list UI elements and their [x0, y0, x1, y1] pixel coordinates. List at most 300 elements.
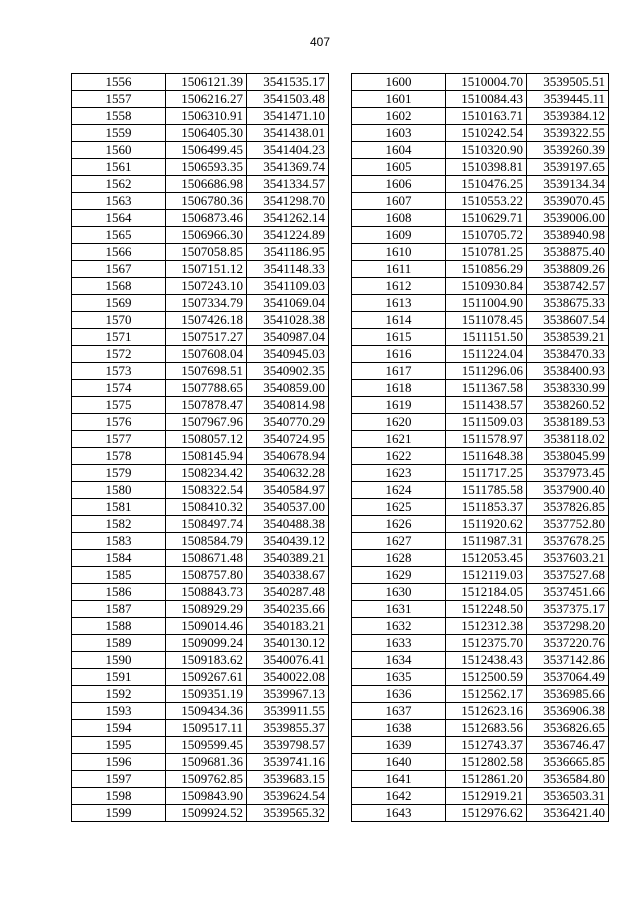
- point-number-cell: 1576: [72, 414, 166, 431]
- table-row: [352, 210, 609, 227]
- y-coordinate-cell: 3538809.26: [527, 261, 609, 278]
- point-number-cell: 1590: [72, 652, 166, 669]
- y-coordinate-cell: 3538118.02: [527, 431, 609, 448]
- table-row: [352, 703, 609, 720]
- y-coordinate-cell: 3540814.98: [247, 397, 329, 414]
- table-row: [72, 380, 329, 397]
- table-row: [72, 244, 329, 261]
- x-coordinate-cell: 1506121.39: [166, 74, 247, 91]
- table-row: [352, 686, 609, 703]
- point-number-cell: 1559: [72, 125, 166, 142]
- point-number-cell: 1587: [72, 601, 166, 618]
- table-row: [72, 618, 329, 635]
- point-number-cell: 1573: [72, 363, 166, 380]
- point-number-cell: 1585: [72, 567, 166, 584]
- point-number-cell: 1624: [352, 482, 446, 499]
- x-coordinate-cell: 1511717.25: [446, 465, 527, 482]
- point-number-cell: 1575: [72, 397, 166, 414]
- point-number-cell: 1562: [72, 176, 166, 193]
- x-coordinate-cell: 1507608.04: [166, 346, 247, 363]
- x-coordinate-cell: 1512438.43: [446, 652, 527, 669]
- x-coordinate-cell: 1508843.73: [166, 584, 247, 601]
- point-number-cell: 1571: [72, 329, 166, 346]
- table-row: [72, 686, 329, 703]
- table-row: [352, 737, 609, 754]
- x-coordinate-cell: 1507967.96: [166, 414, 247, 431]
- x-coordinate-cell: 1507517.27: [166, 329, 247, 346]
- table-row: [352, 278, 609, 295]
- x-coordinate-cell: 1508584.79: [166, 533, 247, 550]
- y-coordinate-cell: 3538045.99: [527, 448, 609, 465]
- x-coordinate-cell: 1509924.52: [166, 805, 247, 822]
- y-coordinate-cell: 3541109.03: [247, 278, 329, 295]
- point-number-cell: 1634: [352, 652, 446, 669]
- y-coordinate-cell: 3536985.66: [527, 686, 609, 703]
- coordinate-table-right: [351, 73, 609, 822]
- x-coordinate-cell: 1507243.10: [166, 278, 247, 295]
- table-row: [72, 91, 329, 108]
- point-number-cell: 1593: [72, 703, 166, 720]
- y-coordinate-cell: 3540902.35: [247, 363, 329, 380]
- point-number-cell: 1567: [72, 261, 166, 278]
- point-number-cell: 1618: [352, 380, 446, 397]
- table-row: [352, 635, 609, 652]
- table-row: [352, 499, 609, 516]
- x-coordinate-cell: 1511151.50: [446, 329, 527, 346]
- x-coordinate-cell: 1511078.45: [446, 312, 527, 329]
- y-coordinate-cell: 3539683.15: [247, 771, 329, 788]
- y-coordinate-cell: 3541503.48: [247, 91, 329, 108]
- point-number-cell: 1578: [72, 448, 166, 465]
- point-number-cell: 1642: [352, 788, 446, 805]
- y-coordinate-cell: 3537900.40: [527, 482, 609, 499]
- point-number-cell: 1641: [352, 771, 446, 788]
- y-coordinate-cell: 3539384.12: [527, 108, 609, 125]
- x-coordinate-cell: 1509099.24: [166, 635, 247, 652]
- x-coordinate-cell: 1511509.03: [446, 414, 527, 431]
- table-row: [352, 669, 609, 686]
- point-number-cell: 1635: [352, 669, 446, 686]
- table-row: [72, 193, 329, 210]
- y-coordinate-cell: 3539070.45: [527, 193, 609, 210]
- table-row: [352, 482, 609, 499]
- y-coordinate-cell: 3541334.57: [247, 176, 329, 193]
- point-number-cell: 1612: [352, 278, 446, 295]
- table-row: [352, 261, 609, 278]
- point-number-cell: 1564: [72, 210, 166, 227]
- table-row: [352, 312, 609, 329]
- x-coordinate-cell: 1507334.79: [166, 295, 247, 312]
- point-number-cell: 1633: [352, 635, 446, 652]
- x-coordinate-cell: 1511853.37: [446, 499, 527, 516]
- table-row: [72, 516, 329, 533]
- y-coordinate-cell: 3538330.99: [527, 380, 609, 397]
- point-number-cell: 1602: [352, 108, 446, 125]
- y-coordinate-cell: 3541186.95: [247, 244, 329, 261]
- table-row: [352, 380, 609, 397]
- y-coordinate-cell: 3540130.12: [247, 635, 329, 652]
- x-coordinate-cell: 1509762.85: [166, 771, 247, 788]
- y-coordinate-cell: 3537451.66: [527, 584, 609, 601]
- point-number-cell: 1639: [352, 737, 446, 754]
- point-number-cell: 1625: [352, 499, 446, 516]
- x-coordinate-cell: 1506593.35: [166, 159, 247, 176]
- x-coordinate-cell: 1508322.54: [166, 482, 247, 499]
- y-coordinate-cell: 3538875.40: [527, 244, 609, 261]
- x-coordinate-cell: 1512743.37: [446, 737, 527, 754]
- point-number-cell: 1563: [72, 193, 166, 210]
- point-number-cell: 1623: [352, 465, 446, 482]
- y-coordinate-cell: 3540987.04: [247, 329, 329, 346]
- x-coordinate-cell: 1510856.29: [446, 261, 527, 278]
- y-coordinate-cell: 3540537.00: [247, 499, 329, 516]
- point-number-cell: 1574: [72, 380, 166, 397]
- x-coordinate-cell: 1508145.94: [166, 448, 247, 465]
- point-number-cell: 1565: [72, 227, 166, 244]
- point-number-cell: 1589: [72, 635, 166, 652]
- point-number-cell: 1616: [352, 346, 446, 363]
- point-number-cell: 1640: [352, 754, 446, 771]
- x-coordinate-cell: 1512861.20: [446, 771, 527, 788]
- x-coordinate-cell: 1512375.70: [446, 635, 527, 652]
- table-row: [72, 703, 329, 720]
- x-coordinate-cell: 1508057.12: [166, 431, 247, 448]
- y-coordinate-cell: 3536826.65: [527, 720, 609, 737]
- point-number-cell: 1601: [352, 91, 446, 108]
- table-row: [72, 329, 329, 346]
- table-row: [72, 448, 329, 465]
- point-number-cell: 1608: [352, 210, 446, 227]
- table-row: [352, 91, 609, 108]
- point-number-cell: 1591: [72, 669, 166, 686]
- point-number-cell: 1607: [352, 193, 446, 210]
- x-coordinate-cell: 1509434.36: [166, 703, 247, 720]
- x-coordinate-cell: 1506499.45: [166, 142, 247, 159]
- y-coordinate-cell: 3540488.38: [247, 516, 329, 533]
- point-number-cell: 1582: [72, 516, 166, 533]
- point-number-cell: 1637: [352, 703, 446, 720]
- x-coordinate-cell: 1508497.74: [166, 516, 247, 533]
- x-coordinate-cell: 1506216.27: [166, 91, 247, 108]
- x-coordinate-cell: 1510398.81: [446, 159, 527, 176]
- x-coordinate-cell: 1509351.19: [166, 686, 247, 703]
- point-number-cell: 1605: [352, 159, 446, 176]
- y-coordinate-cell: 3537752.80: [527, 516, 609, 533]
- x-coordinate-cell: 1512919.21: [446, 788, 527, 805]
- table-row: [352, 805, 609, 822]
- y-coordinate-cell: 3539505.51: [527, 74, 609, 91]
- point-number-cell: 1595: [72, 737, 166, 754]
- y-coordinate-cell: 3536906.38: [527, 703, 609, 720]
- x-coordinate-cell: 1509183.62: [166, 652, 247, 669]
- y-coordinate-cell: 3537064.49: [527, 669, 609, 686]
- x-coordinate-cell: 1510705.72: [446, 227, 527, 244]
- table-row: [352, 397, 609, 414]
- x-coordinate-cell: 1507698.51: [166, 363, 247, 380]
- y-coordinate-cell: 3540770.29: [247, 414, 329, 431]
- point-number-cell: 1615: [352, 329, 446, 346]
- y-coordinate-cell: 3540724.95: [247, 431, 329, 448]
- table-row: [72, 669, 329, 686]
- table-row: [352, 108, 609, 125]
- y-coordinate-cell: 3540584.97: [247, 482, 329, 499]
- y-coordinate-cell: 3539322.55: [527, 125, 609, 142]
- table-row: [72, 499, 329, 516]
- x-coordinate-cell: 1506966.30: [166, 227, 247, 244]
- table-row: [352, 414, 609, 431]
- y-coordinate-cell: 3541028.38: [247, 312, 329, 329]
- point-number-cell: 1557: [72, 91, 166, 108]
- table-row: [72, 567, 329, 584]
- table-row: [72, 414, 329, 431]
- y-coordinate-cell: 3536746.47: [527, 737, 609, 754]
- y-coordinate-cell: 3541404.23: [247, 142, 329, 159]
- table-row: [352, 618, 609, 635]
- table-row: [72, 635, 329, 652]
- y-coordinate-cell: 3540235.66: [247, 601, 329, 618]
- x-coordinate-cell: 1506780.36: [166, 193, 247, 210]
- y-coordinate-cell: 3540389.21: [247, 550, 329, 567]
- x-coordinate-cell: 1510242.54: [446, 125, 527, 142]
- x-coordinate-cell: 1512623.16: [446, 703, 527, 720]
- y-coordinate-cell: 3539197.65: [527, 159, 609, 176]
- table-row: [72, 227, 329, 244]
- table-row: [72, 652, 329, 669]
- x-coordinate-cell: 1511648.38: [446, 448, 527, 465]
- y-coordinate-cell: 3540859.00: [247, 380, 329, 397]
- table-row: [72, 108, 329, 125]
- y-coordinate-cell: 3539565.32: [247, 805, 329, 822]
- y-coordinate-cell: 3541369.74: [247, 159, 329, 176]
- y-coordinate-cell: 3539741.16: [247, 754, 329, 771]
- table-row: [352, 652, 609, 669]
- point-number-cell: 1583: [72, 533, 166, 550]
- point-number-cell: 1604: [352, 142, 446, 159]
- x-coordinate-cell: 1506873.46: [166, 210, 247, 227]
- point-number-cell: 1606: [352, 176, 446, 193]
- y-coordinate-cell: 3541069.04: [247, 295, 329, 312]
- table-row: [352, 448, 609, 465]
- y-coordinate-cell: 3540632.28: [247, 465, 329, 482]
- x-coordinate-cell: 1508757.80: [166, 567, 247, 584]
- table-row: [72, 176, 329, 193]
- x-coordinate-cell: 1510004.70: [446, 74, 527, 91]
- table-row: [352, 176, 609, 193]
- table-row: [352, 346, 609, 363]
- x-coordinate-cell: 1511438.57: [446, 397, 527, 414]
- table-row: [352, 584, 609, 601]
- table-row: [72, 771, 329, 788]
- y-coordinate-cell: 3539911.55: [247, 703, 329, 720]
- table-row: [352, 142, 609, 159]
- point-number-cell: 1596: [72, 754, 166, 771]
- table-row: [72, 533, 329, 550]
- table-row: [352, 601, 609, 618]
- table-row: [72, 346, 329, 363]
- y-coordinate-cell: 3537142.86: [527, 652, 609, 669]
- point-number-cell: 1580: [72, 482, 166, 499]
- y-coordinate-cell: 3539624.54: [247, 788, 329, 805]
- y-coordinate-cell: 3541262.14: [247, 210, 329, 227]
- y-coordinate-cell: 3537298.20: [527, 618, 609, 635]
- y-coordinate-cell: 3541298.70: [247, 193, 329, 210]
- point-number-cell: 1572: [72, 346, 166, 363]
- table-row: [72, 584, 329, 601]
- y-coordinate-cell: 3539967.13: [247, 686, 329, 703]
- y-coordinate-cell: 3540183.21: [247, 618, 329, 635]
- table-row: [352, 516, 609, 533]
- y-coordinate-cell: 3536421.40: [527, 805, 609, 822]
- x-coordinate-cell: 1510629.71: [446, 210, 527, 227]
- y-coordinate-cell: 3541438.01: [247, 125, 329, 142]
- x-coordinate-cell: 1508234.42: [166, 465, 247, 482]
- table-row: [352, 329, 609, 346]
- x-coordinate-cell: 1508671.48: [166, 550, 247, 567]
- point-number-cell: 1570: [72, 312, 166, 329]
- x-coordinate-cell: 1506310.91: [166, 108, 247, 125]
- x-coordinate-cell: 1512119.03: [446, 567, 527, 584]
- table-row: [352, 193, 609, 210]
- point-number-cell: 1613: [352, 295, 446, 312]
- table-row: [72, 737, 329, 754]
- x-coordinate-cell: 1507788.65: [166, 380, 247, 397]
- table-row: [72, 74, 329, 91]
- x-coordinate-cell: 1512500.59: [446, 669, 527, 686]
- y-coordinate-cell: 3537527.68: [527, 567, 609, 584]
- x-coordinate-cell: 1510553.22: [446, 193, 527, 210]
- x-coordinate-cell: 1507058.85: [166, 244, 247, 261]
- table-row: [352, 754, 609, 771]
- point-number-cell: 1597: [72, 771, 166, 788]
- point-number-cell: 1619: [352, 397, 446, 414]
- table-row: [72, 431, 329, 448]
- x-coordinate-cell: 1511224.04: [446, 346, 527, 363]
- y-coordinate-cell: 3537603.21: [527, 550, 609, 567]
- table-row: [352, 431, 609, 448]
- table-row: [72, 482, 329, 499]
- table-row: [352, 550, 609, 567]
- point-number-cell: 1592: [72, 686, 166, 703]
- point-number-cell: 1614: [352, 312, 446, 329]
- point-number-cell: 1617: [352, 363, 446, 380]
- x-coordinate-cell: 1512683.56: [446, 720, 527, 737]
- x-coordinate-cell: 1509517.11: [166, 720, 247, 737]
- table-row: [72, 363, 329, 380]
- y-coordinate-cell: 3537220.76: [527, 635, 609, 652]
- point-number-cell: 1586: [72, 584, 166, 601]
- y-coordinate-cell: 3540945.03: [247, 346, 329, 363]
- x-coordinate-cell: 1512976.62: [446, 805, 527, 822]
- point-number-cell: 1569: [72, 295, 166, 312]
- x-coordinate-cell: 1507878.47: [166, 397, 247, 414]
- table-row: [352, 244, 609, 261]
- y-coordinate-cell: 3536665.85: [527, 754, 609, 771]
- y-coordinate-cell: 3539855.37: [247, 720, 329, 737]
- table-row: [72, 720, 329, 737]
- table-row: [72, 397, 329, 414]
- point-number-cell: 1643: [352, 805, 446, 822]
- table-row: [352, 295, 609, 312]
- table-row: [72, 788, 329, 805]
- table-row: [352, 788, 609, 805]
- x-coordinate-cell: 1506686.98: [166, 176, 247, 193]
- y-coordinate-cell: 3538940.98: [527, 227, 609, 244]
- x-coordinate-cell: 1507426.18: [166, 312, 247, 329]
- point-number-cell: 1581: [72, 499, 166, 516]
- table-row: [72, 754, 329, 771]
- table-row: [72, 312, 329, 329]
- point-number-cell: 1594: [72, 720, 166, 737]
- x-coordinate-cell: 1509681.36: [166, 754, 247, 771]
- y-coordinate-cell: 3541535.17: [247, 74, 329, 91]
- point-number-cell: 1632: [352, 618, 446, 635]
- y-coordinate-cell: 3538742.57: [527, 278, 609, 295]
- x-coordinate-cell: 1509014.46: [166, 618, 247, 635]
- page-number: 407: [309, 35, 331, 49]
- x-coordinate-cell: 1509843.90: [166, 788, 247, 805]
- x-coordinate-cell: 1510476.25: [446, 176, 527, 193]
- point-number-cell: 1631: [352, 601, 446, 618]
- y-coordinate-cell: 3539445.11: [527, 91, 609, 108]
- y-coordinate-cell: 3541148.33: [247, 261, 329, 278]
- x-coordinate-cell: 1510781.25: [446, 244, 527, 261]
- y-coordinate-cell: 3538260.52: [527, 397, 609, 414]
- point-number-cell: 1610: [352, 244, 446, 261]
- y-coordinate-cell: 3537826.85: [527, 499, 609, 516]
- y-coordinate-cell: 3538607.54: [527, 312, 609, 329]
- table-row: [352, 567, 609, 584]
- x-coordinate-cell: 1512562.17: [446, 686, 527, 703]
- table-row: [72, 601, 329, 618]
- y-coordinate-cell: 3539260.39: [527, 142, 609, 159]
- table-row: [352, 74, 609, 91]
- y-coordinate-cell: 3536503.31: [527, 788, 609, 805]
- y-coordinate-cell: 3538189.53: [527, 414, 609, 431]
- y-coordinate-cell: 3540287.48: [247, 584, 329, 601]
- table-row: [72, 159, 329, 176]
- table-row: [352, 465, 609, 482]
- point-number-cell: 1621: [352, 431, 446, 448]
- table-row: [352, 227, 609, 244]
- table-row: [352, 159, 609, 176]
- table-row: [72, 210, 329, 227]
- point-number-cell: 1579: [72, 465, 166, 482]
- x-coordinate-cell: 1510930.84: [446, 278, 527, 295]
- y-coordinate-cell: 3541224.89: [247, 227, 329, 244]
- table-row: [72, 261, 329, 278]
- x-coordinate-cell: 1511296.06: [446, 363, 527, 380]
- coordinate-table-left: [71, 73, 329, 822]
- table-row: [352, 720, 609, 737]
- x-coordinate-cell: 1510084.43: [446, 91, 527, 108]
- y-coordinate-cell: 3538539.21: [527, 329, 609, 346]
- table-row: [72, 125, 329, 142]
- y-coordinate-cell: 3539006.00: [527, 210, 609, 227]
- point-number-cell: 1598: [72, 788, 166, 805]
- x-coordinate-cell: 1511987.31: [446, 533, 527, 550]
- x-coordinate-cell: 1507151.12: [166, 261, 247, 278]
- x-coordinate-cell: 1509599.45: [166, 737, 247, 754]
- x-coordinate-cell: 1511367.58: [446, 380, 527, 397]
- table-row: [72, 465, 329, 482]
- y-coordinate-cell: 3537678.25: [527, 533, 609, 550]
- y-coordinate-cell: 3541471.10: [247, 108, 329, 125]
- point-number-cell: 1622: [352, 448, 446, 465]
- y-coordinate-cell: 3538675.33: [527, 295, 609, 312]
- point-number-cell: 1609: [352, 227, 446, 244]
- x-coordinate-cell: 1512802.58: [446, 754, 527, 771]
- table-row: [352, 533, 609, 550]
